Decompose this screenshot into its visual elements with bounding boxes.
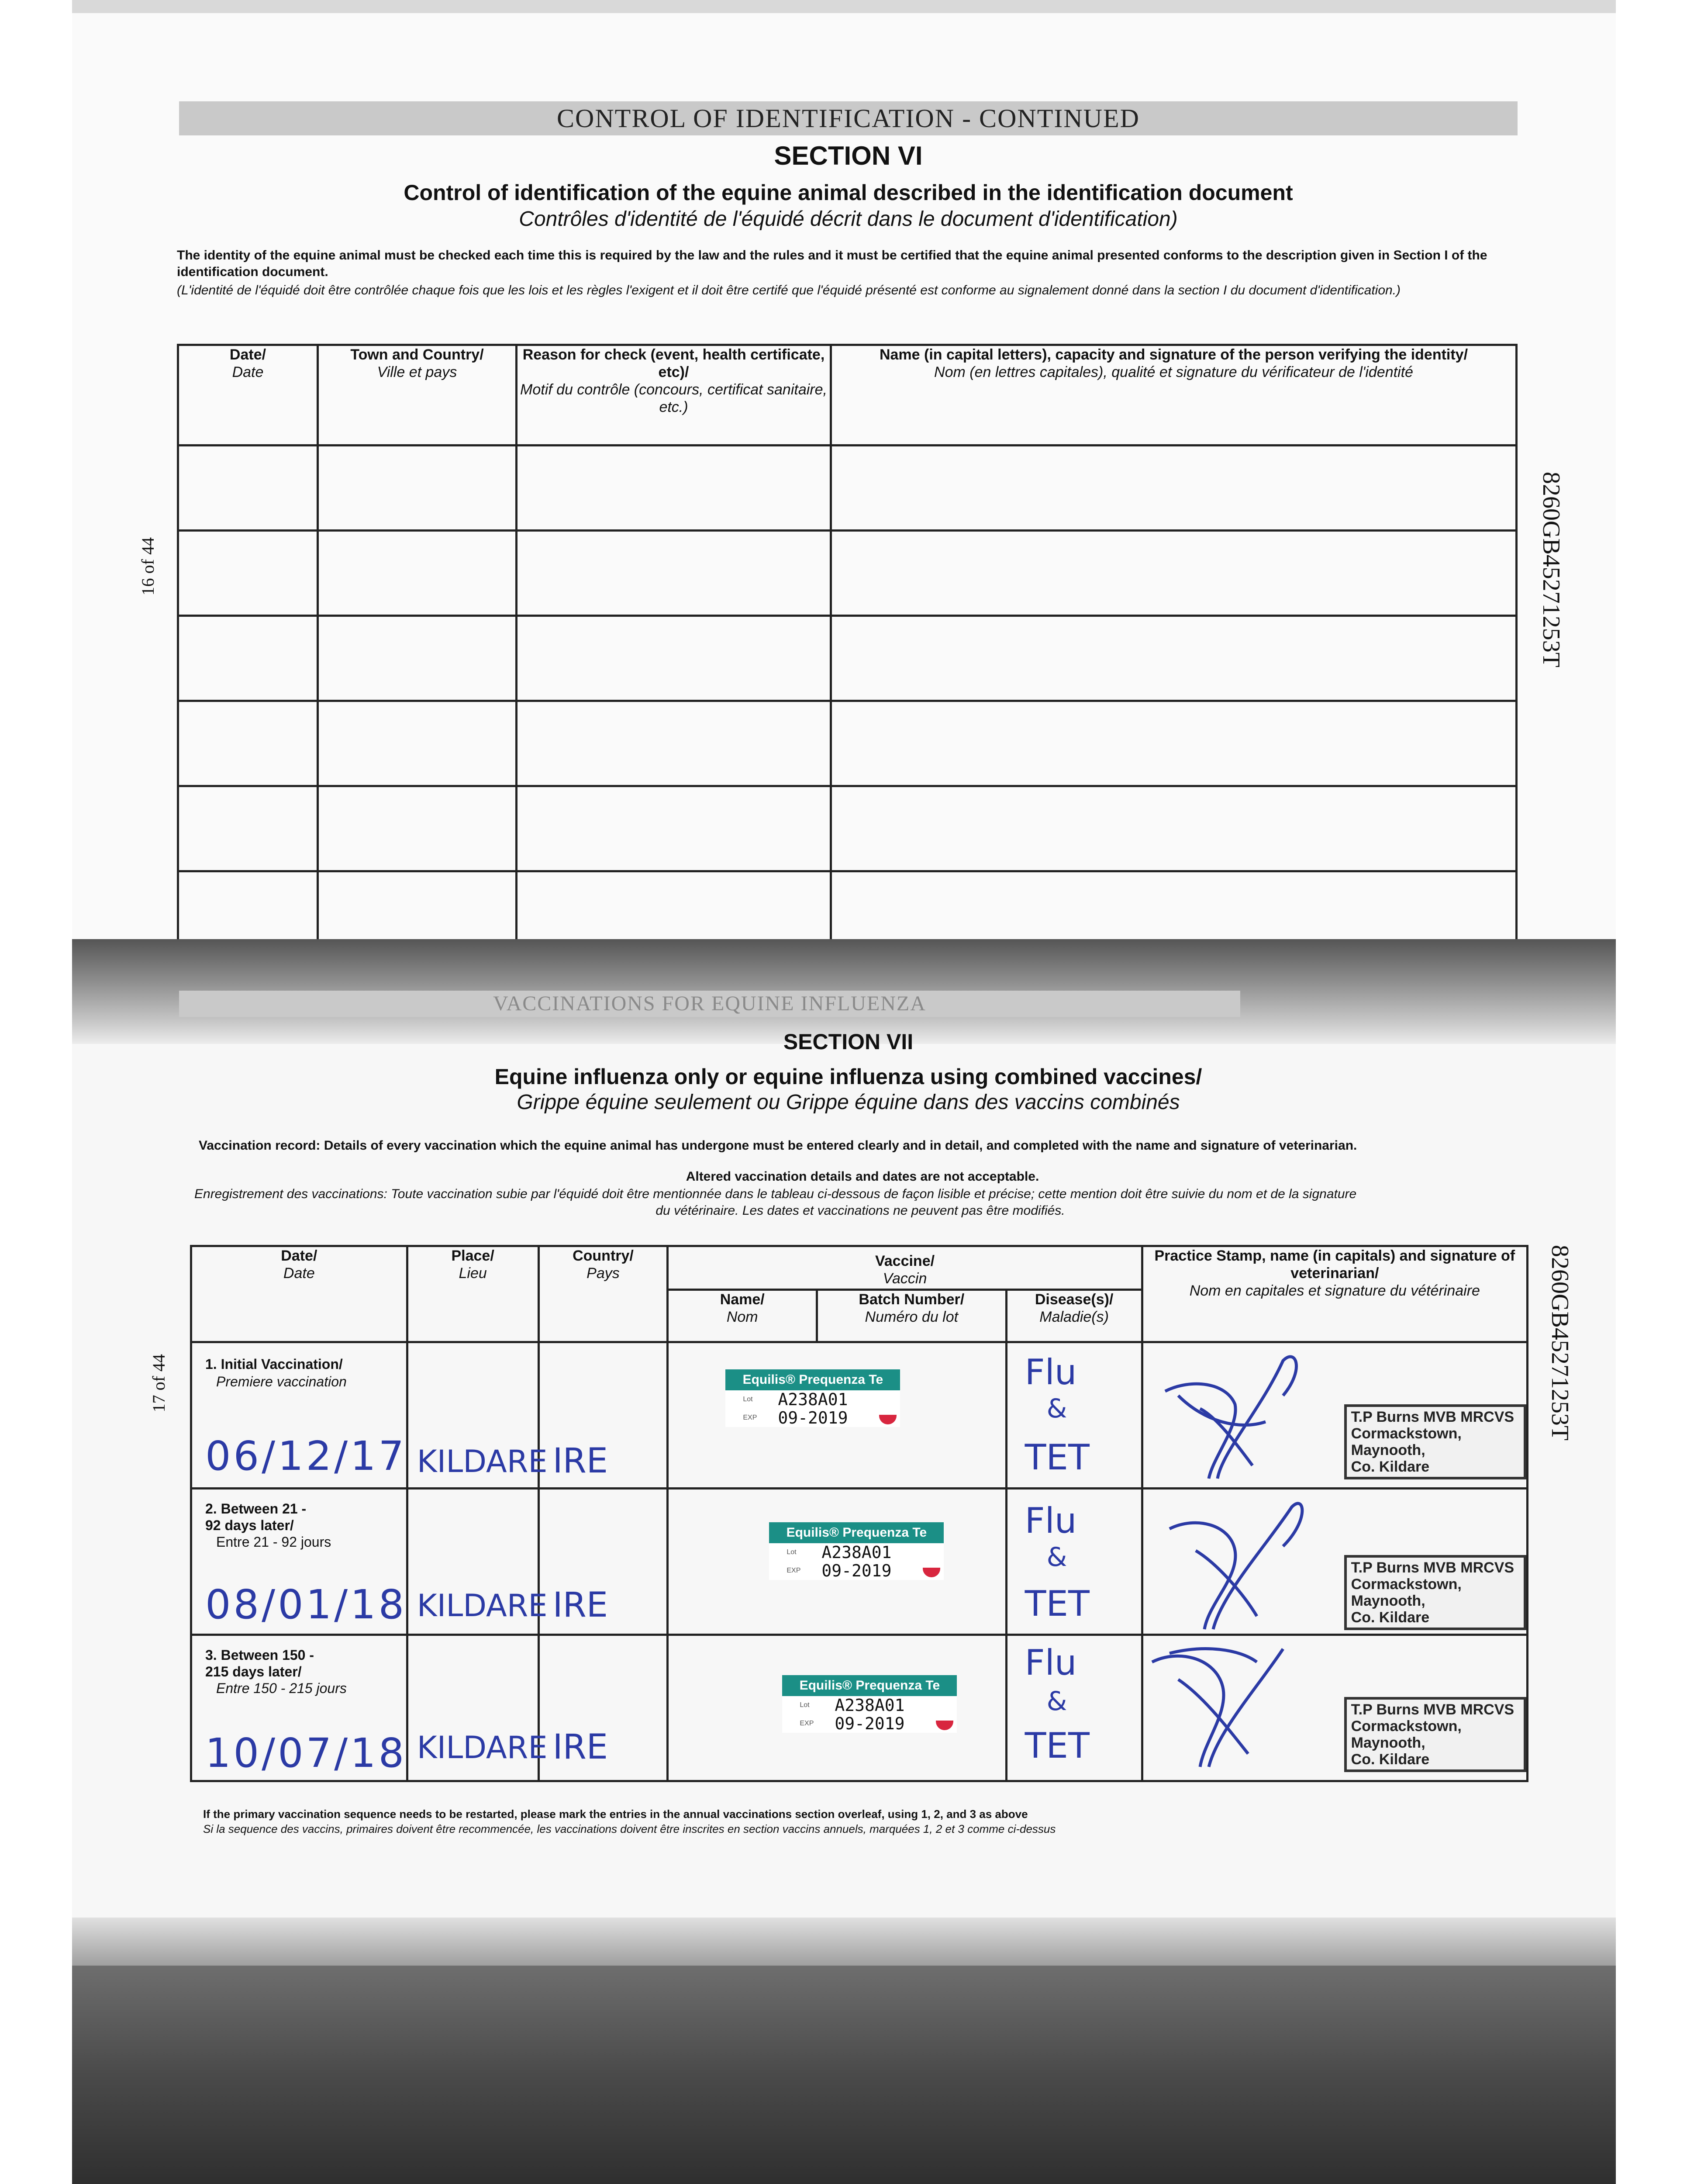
section-title-fr: Contrôles d'identité de l'équidé décrit dans le document d'identification) [519,207,1178,231]
vaccine-name: Equilis® Prequenza Te [769,1522,944,1543]
col-disease-header: Disease(s)/ Maladie(s) [1006,1290,1142,1342]
section-title-en: Equine influenza only or equine influenza using combined vaccines/ [494,1064,1202,1089]
date-cell[interactable] [178,701,318,786]
disease-cell[interactable] [1006,1489,1142,1635]
date-cell[interactable] [191,1635,407,1781]
col-batch-header: Batch Number/ Numéro du lot [817,1290,1007,1342]
vaccination-table [190,1245,1528,1782]
reason-cell[interactable] [517,786,831,871]
handwritten-country: IRE [552,1728,608,1767]
stamp-cell[interactable] [1142,1489,1527,1635]
col-country-header: Country/ Pays [538,1246,668,1342]
intro-text-en: The identity of the equine animal must be checked each time this is required by the law and the rules and it must be certified that the equine animal presented conforms to the description given in Section I of the identification document. [177,248,1487,279]
verifier-cell[interactable] [831,616,1517,701]
verifier-cell[interactable] [831,786,1517,871]
expiry-date: EXP 09-2019 [787,1561,892,1580]
col-place-header: Place/ Lieu [407,1246,538,1342]
handwritten-disease: TET [1025,1725,1090,1766]
town-cell[interactable] [318,701,517,786]
row-label: 3. Between 150 - 215 days later/ [205,1647,314,1679]
stamp-cell[interactable] [1142,1635,1527,1781]
lot-number: Lot A238A01 [800,1696,905,1715]
vaccine-sticker [725,1369,900,1427]
col-date-header: Date/ Date [178,345,318,446]
row-label-fr: Entre 150 - 215 jours [216,1680,347,1696]
handwritten-disease: Flu [1025,1352,1077,1393]
handwritten-date: 08/01/18 [205,1581,407,1628]
town-cell[interactable] [318,616,517,701]
col-stamp-header: Practice Stamp, name (in capitals) and signature of veterinarian/ Nom en capitales et signature du vétérinaire [1142,1246,1527,1342]
vaccine-cell[interactable] [668,1635,1006,1781]
place-cell[interactable] [407,1342,548,1489]
intro-text-fr: (L'identité de l'équidé doit être contrôlée chaque fois que les lois et les règles l'exigent et il doit être certifé que l'équidé présenté est conforme au signalement donné dans la section I du document d'identification.) [177,283,1401,297]
table-row [178,531,1517,616]
section-banner: CONTROL OF IDENTIFICATION - CONTINUED [179,101,1518,135]
vaccine-cell[interactable] [668,1489,1006,1635]
table-header-row [178,345,1517,446]
verifier-cell[interactable] [831,531,1517,616]
reason-cell[interactable] [517,446,831,531]
table-row [178,701,1517,786]
row-label-fr: Entre 21 - 92 jours [216,1534,331,1550]
vet-signature-image [1152,1343,1335,1487]
lot-number: Lot A238A01 [743,1390,848,1409]
handwritten-disease: Flu [1025,1642,1077,1683]
page-top-edge [72,0,1616,13]
record-text-en: Vaccination record: Details of every vaccination which the equine animal has undergone must be entered clearly and in detail, and completed with the name and signature of veterinarian. [199,1138,1357,1153]
page-bottom-edge [72,1918,1616,1970]
document-id: 8260GB45271253T [1546,1245,1573,1441]
row-label: 1. Initial Vaccination/ [205,1356,343,1372]
section-title-en: Control of identification of the equine animal described in the identification document [404,180,1293,205]
town-cell[interactable] [318,786,517,871]
town-cell[interactable] [318,446,517,531]
row-label-fr: Premiere vaccination [216,1374,347,1389]
handwritten-ampersand: & [1046,1393,1067,1424]
vaccine-name: Equilis® Prequenza Te [725,1369,900,1390]
expiry-date: EXP 09-2019 [800,1714,905,1733]
handwritten-date: 06/12/17 [205,1433,407,1479]
place-cell[interactable] [407,1489,548,1635]
handwritten-date: 10/07/18 [205,1730,407,1776]
date-cell[interactable] [178,446,318,531]
table-row [191,1489,1528,1635]
practice-stamp: T.P Burns MVB MRCVS Cormackstown, Maynooth, Co. Kildare [1344,1404,1526,1479]
reason-cell[interactable] [517,531,831,616]
handwritten-ampersand: & [1046,1542,1067,1572]
stamp-cell[interactable] [1142,1342,1527,1489]
table-row [178,616,1517,701]
date-cell[interactable] [178,616,318,701]
margin-strip [1616,0,1687,2184]
record-text-fr-2: du vétérinaire. Les dates et vaccinations ne peuvent pas être modifiés. [655,1203,1065,1218]
page-number: 16 of 44 [138,537,158,596]
footer-note-en: If the primary vaccination sequence needs to be restarted, please mark the entries in the annual vaccinations section overleaf, using 1, 2, and 3 as above [203,1807,1028,1821]
handwritten-place: KILDARE [417,1588,548,1624]
col-town-header: Town and Country/ Ville et pays [318,345,517,446]
practice-stamp: T.P Burns MVB MRCVS Cormackstown, Maynooth, Co. Kildare [1344,1555,1526,1630]
handwritten-disease: TET [1025,1437,1090,1478]
section-title-fr: Grippe équine seulement ou Grippe équine dans des vaccins combinés [517,1091,1180,1114]
disease-cell[interactable] [1006,1342,1142,1489]
handwritten-place: KILDARE [417,1730,548,1766]
identity-check-table [177,344,1518,957]
vaccine-sticker [769,1522,944,1580]
vaccine-sticker [782,1675,957,1733]
handwritten-ampersand: & [1046,1686,1067,1717]
vet-signature-image [1152,1489,1335,1634]
table-row [178,786,1517,871]
col-vaccine-header: Vaccine/ Vaccin [668,1246,1142,1290]
date-cell[interactable] [178,531,318,616]
footer-note-fr: Si la sequence des vaccins, primaires doivent être recommencée, les vaccinations doivent être inscrites en section vaccins annuels, marquées 1, 2 et 3 comme ci-dessus [203,1822,1056,1835]
reason-cell[interactable] [517,616,831,701]
vaccine-cell[interactable] [668,1342,1006,1489]
section-heading: SECTION VII [783,1030,914,1054]
disease-cell[interactable] [1006,1635,1142,1781]
handwritten-country: IRE [552,1586,608,1625]
row-label: 2. Between 21 - 92 days later/ [205,1501,307,1533]
section-banner: VACCINATIONS FOR EQUINE INFLUENZA [179,991,1240,1017]
table-row [191,1635,1528,1781]
col-name-header: Name (in capital letters), capacity and signature of the person verifying the identity/ Nom (en lettres capitales), qualité et signature du vérificateur de l'identité [831,345,1517,446]
handwritten-place: KILDARE [417,1444,548,1479]
table-header-row [191,1246,1528,1290]
handwritten-country: IRE [552,1441,608,1481]
date-cell[interactable] [191,1489,407,1635]
verifier-cell[interactable] [831,446,1517,531]
table-row [191,1342,1528,1489]
section-heading: SECTION VI [774,141,923,170]
country-cell[interactable] [538,1489,668,1635]
scanner-background [72,1966,1616,2184]
handwritten-disease: TET [1025,1583,1090,1624]
practice-stamp: T.P Burns MVB MRCVS Cormackstown, Maynooth, Co. Kildare [1344,1697,1526,1772]
verifier-cell[interactable] [831,701,1517,786]
date-cell[interactable] [178,786,318,871]
country-cell[interactable] [538,1342,668,1489]
col-date-header: Date/ Date [191,1246,407,1342]
lot-number: Lot A238A01 [787,1543,892,1562]
vaccine-name: Equilis® Prequenza Te [782,1675,957,1696]
col-reason-header: Reason for check (event, health certificate, etc)/ Motif du contrôle (concours, certificat sanitaire, etc.) [517,345,831,446]
fold-shadow-overlay [72,939,1616,978]
record-text-fr: Enregistrement des vaccinations: Toute vaccination subie par l'équidé doit être mentionnée dans le tableau ci-dessous de façon lisible et précise; cette mention doit être suivie du nom et de la signature [194,1187,1357,1201]
table-row [178,446,1517,531]
expiry-date: EXP 09-2019 [743,1408,848,1427]
vet-signature-image [1143,1636,1335,1780]
reason-cell[interactable] [517,701,831,786]
handwritten-disease: Flu [1025,1500,1077,1541]
document-id: 8260GB45271253T [1538,472,1565,667]
page-number: 17 of 44 [149,1354,169,1413]
record-text-en-2: Altered vaccination details and dates are not acceptable. [686,1169,1039,1184]
country-cell[interactable] [538,1635,668,1781]
col-name-header: Name/ Nom [668,1290,817,1342]
place-cell[interactable] [407,1635,548,1781]
town-cell[interactable] [318,531,517,616]
date-cell[interactable] [191,1342,407,1489]
